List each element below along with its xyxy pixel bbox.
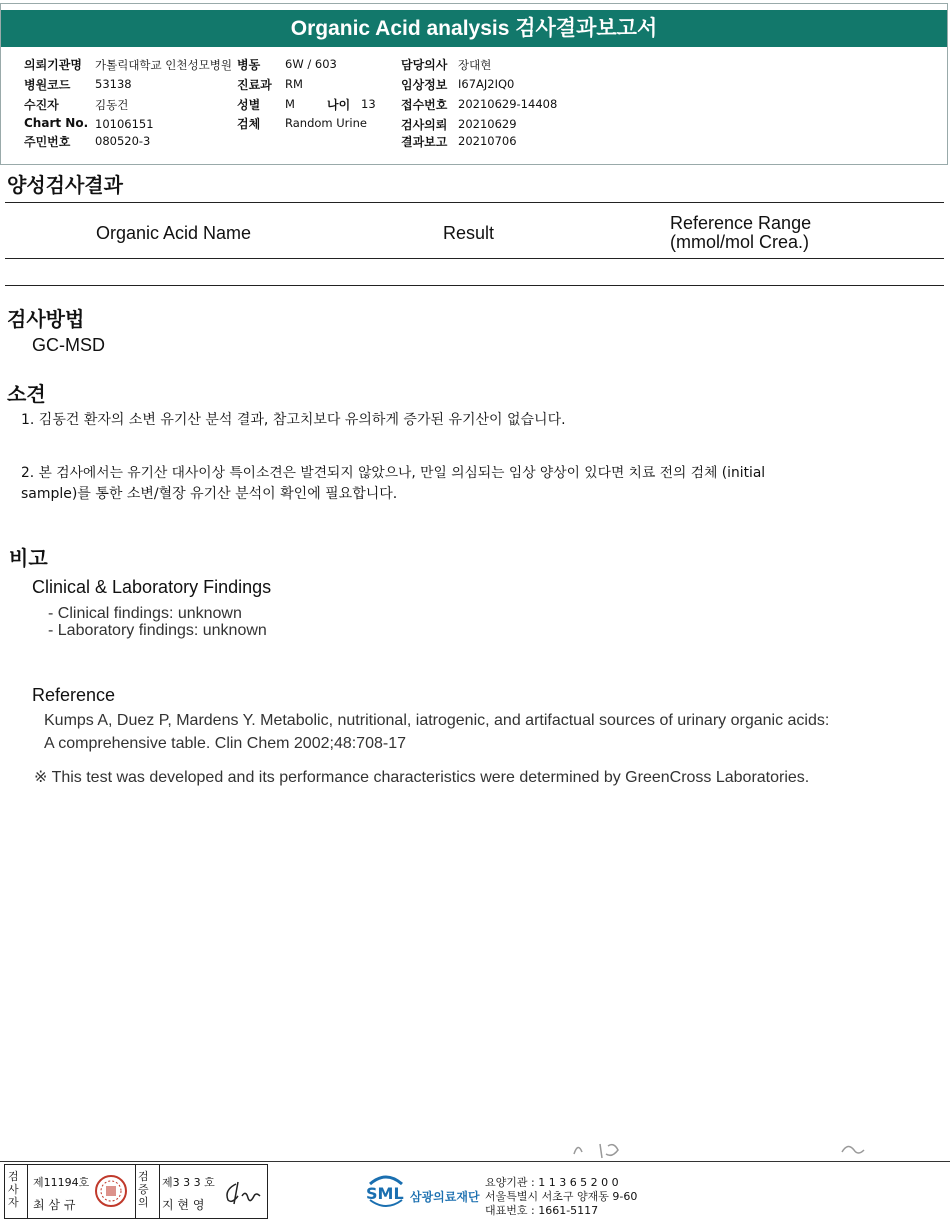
tester-seal-icon <box>94 1174 128 1208</box>
finding-item-2-line-1: 2. 본 검사에서는 유기산 대사이상 특이소견은 발견되지 않았으나, 만일 의심되는 임상 양상이 있다면 치료 전의 검체 (initial <box>21 465 766 481</box>
tester-label: 검사자 <box>8 1170 19 1209</box>
reception-no-value: 20210629-14408 <box>458 97 558 111</box>
reference-line-1: Kumps A, Duez P, Mardens Y. Metabolic, nutritional, iatrogenic, and artifactual sources of urinary organic acids: <box>44 712 830 729</box>
report-date-label: 결과보고 <box>401 135 448 149</box>
signature-marks <box>560 1136 900 1160</box>
patient-label: 수진자 <box>24 98 59 112</box>
resident-id-value: 080520-3 <box>95 134 151 148</box>
department-value: RM <box>285 77 303 91</box>
code-value: 53138 <box>95 77 132 91</box>
address: 서울특별시 서초구 양재동 9-60 <box>485 1190 638 1203</box>
clinical-info-label: 임상정보 <box>401 78 448 92</box>
reference-line-2: A comprehensive table. Clin Chem 2002;48:708-17 <box>44 735 406 752</box>
confirm-label: 검증의 <box>138 1170 149 1209</box>
sex-label: 성별 <box>237 98 261 112</box>
request-date-label: 검사의뢰 <box>401 118 448 132</box>
code-label: 병원코드 <box>24 78 71 92</box>
finding-item-1: 1. 김동건 환자의 소변 유기산 분석 결과, 참고치보다 유의하게 증가된 유기산이 없습니다. <box>21 412 566 428</box>
phone-number: 대표번호 : 1661-5117 <box>485 1204 599 1217</box>
sml-logo-text: SML <box>366 1184 404 1203</box>
org-name: 삼광의료재단 <box>410 1190 480 1204</box>
footer-divider <box>0 1161 950 1162</box>
clinical-findings-line: - Clinical findings: unknown <box>48 605 242 622</box>
age-value: 13 <box>361 97 376 111</box>
col-reference-unit: (mmol/mol Crea.) <box>670 232 810 252</box>
tester-name: 최 삼 규 <box>33 1198 76 1212</box>
table-top-rule <box>5 202 944 203</box>
reference-title: Reference <box>32 685 116 705</box>
laboratory-findings-line: - Laboratory findings: unknown <box>48 622 267 639</box>
specimen-label: 검체 <box>237 117 261 131</box>
department-label: 진료과 <box>237 78 272 92</box>
positive-results-heading: 양성검사결과 <box>7 173 123 197</box>
confirm-name: 지 현 영 <box>162 1198 205 1212</box>
report-date-value: 20210706 <box>458 134 517 148</box>
col-reference-range: Reference Range <box>670 213 812 233</box>
age-label: 나이 <box>327 98 351 112</box>
method-value: GC-MSD <box>32 335 105 355</box>
resident-id-label: 주민번호 <box>24 135 71 149</box>
chart-no-label: Chart No. <box>24 116 89 130</box>
greencross-note: ※ This test was developed and its performance characteristics were determined by GreenCross Laboratories. <box>34 769 810 786</box>
hospital-label: 의뢰기관명 <box>24 58 82 72</box>
patient-value: 김동건 <box>95 98 129 112</box>
doctor-label: 담당의사 <box>401 58 448 72</box>
chart-no-value: 10106151 <box>95 117 154 131</box>
ward-label: 병동 <box>237 58 261 72</box>
table-header-rule <box>5 258 944 259</box>
method-heading: 검사방법 <box>7 307 85 331</box>
clinical-findings-title: Clinical & Laboratory Findings <box>32 577 272 597</box>
confirm-license-no: 제3 3 3 호 <box>162 1176 215 1189</box>
ward-value: 6W / 603 <box>285 57 337 71</box>
table-bottom-rule <box>5 285 944 286</box>
hospital-value: 가톨릭대학교 인천성모병원 <box>95 58 232 72</box>
remarks-heading: 비고 <box>9 546 48 570</box>
clinical-info-value: I67AJ2IQ0 <box>458 77 515 91</box>
institution-code: 요양기관 : 1 1 3 6 5 2 0 0 <box>485 1176 619 1189</box>
findings-heading: 소견 <box>7 382 46 406</box>
report-title: Organic Acid analysis 검사결과보고서 <box>1 10 947 47</box>
col-result: Result <box>443 223 495 243</box>
finding-item-2-line-2: sample)를 통한 소변/혈장 유기산 분석이 확인에 필요합니다. <box>21 486 398 502</box>
tester-license-no: 제11194호 <box>33 1176 90 1189</box>
doctor-value: 장대현 <box>458 58 492 72</box>
col-organic-acid-name: Organic Acid Name <box>96 223 252 243</box>
specimen-value: Random Urine <box>285 116 367 130</box>
request-date-value: 20210629 <box>458 117 517 131</box>
sex-value: M <box>285 97 295 111</box>
reception-no-label: 접수번호 <box>401 98 448 112</box>
confirm-signature-icon <box>222 1178 262 1208</box>
